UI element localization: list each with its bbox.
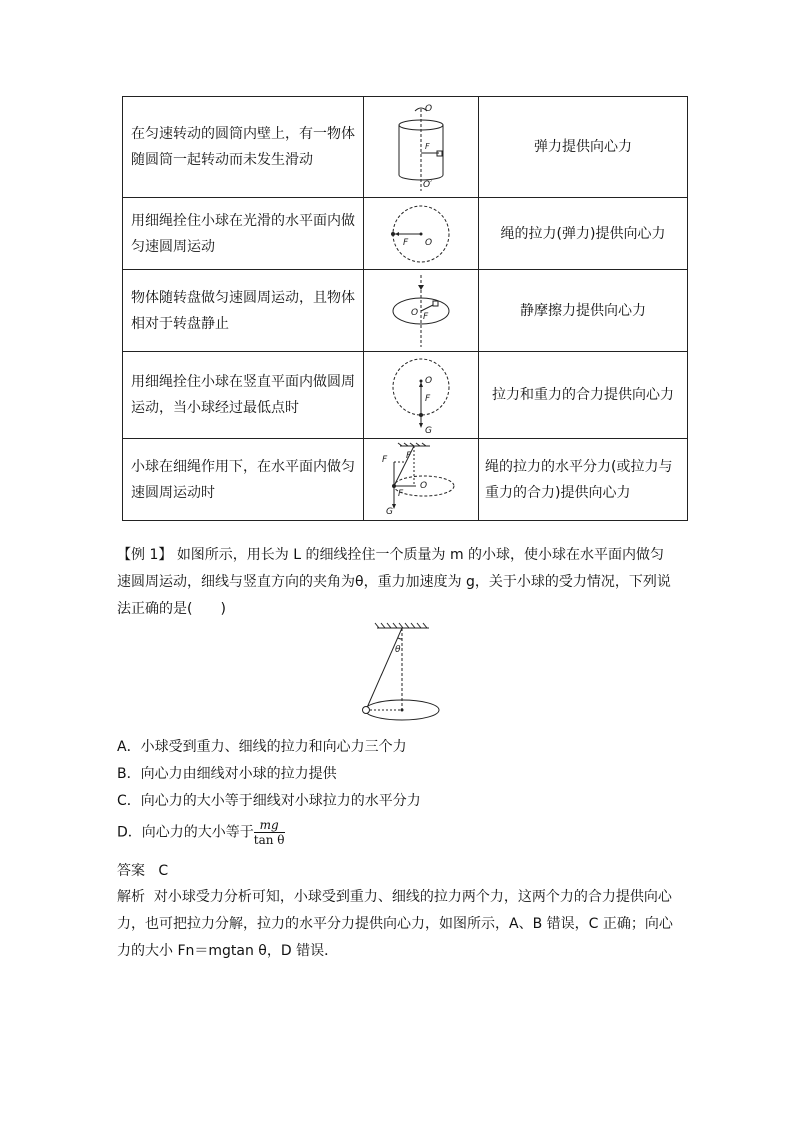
example-tag: 【例 1】 [117, 547, 173, 563]
option-d [117, 818, 285, 847]
rope-center-label: O [425, 237, 433, 248]
table-row [123, 198, 688, 270]
row-result: 静摩擦力提供向心力 [479, 270, 688, 352]
cone-f1-label: F [382, 454, 388, 465]
cone-g-label: G [386, 506, 393, 517]
fraction-numerator: mg [254, 818, 285, 833]
cone-o-label: O [420, 480, 428, 491]
force-table [122, 96, 688, 521]
answer-label: 答案 [117, 863, 145, 879]
table-row [123, 439, 688, 521]
table-row [123, 97, 688, 198]
turntable-figure [364, 270, 479, 352]
option-d-fraction [254, 818, 285, 847]
row-result: 拉力和重力的合力提供向心力 [479, 352, 688, 439]
answer [117, 860, 168, 880]
row-description: 物体随转盘做匀速圆周运动，且物体相对于转盘静止 [123, 270, 364, 352]
angle-label: θ [395, 645, 401, 655]
vertical-circle-figure [364, 352, 479, 439]
cylinder-figure [364, 97, 479, 198]
cone-fn-label: F [398, 488, 404, 499]
option-a: A．小球受到重力、细线的拉力和向心力三个力 [117, 739, 407, 755]
rope-ball-figure [364, 198, 479, 270]
row-result: 绳的拉力的水平分力(或拉力与重力的合力)提供向心力 [479, 439, 688, 521]
explanation-text: 对小球受力分析可知，小球受到重力、细线的拉力两个力，这两个力的合力提供向心力，也可把拉力分解，拉力的水平分力提供向心力，如图所示，A、B 错误，C 正确；向心力的大小 Fn＝mgtan θ，D 错误． [117, 889, 673, 959]
option-b: B．向心力由细线对小球的拉力提供 [117, 766, 337, 782]
row-result: 弹力提供向心力 [479, 97, 688, 198]
vert-center-label: O [425, 376, 433, 386]
vert-force-label: F [425, 394, 431, 404]
example-text: 如图所示，用长为 L 的细线拴住一个质量为 m 的小球，使小球在水平面内做匀速圆周运动，细线与竖直方向的夹角为θ，重力加速度为 g，关于小球的受力情况，下列说法正确的是( ) [117, 547, 671, 617]
disc-force-label: F [423, 311, 429, 322]
explanation [117, 884, 682, 965]
conical-pendulum-figure [364, 439, 479, 521]
fraction-denominator: tan θ [253, 833, 285, 847]
answer-value: C [158, 863, 169, 879]
row-description: 用细绳拴住小球在光滑的水平面内做匀速圆周运动 [123, 198, 364, 270]
disc-center-label: O [411, 307, 419, 318]
pendulum-figure [355, 622, 450, 722]
option-d-prefix: D．向心力的大小等于 [117, 824, 254, 841]
cyl-bottom-label: O′ [423, 180, 433, 190]
row-description: 在匀速转动的圆筒内壁上，有一物体随圆筒一起转动而未发生滑动 [123, 97, 364, 198]
table-row [123, 270, 688, 352]
cyl-force-label: F [425, 142, 430, 151]
cone-f-label: F [406, 450, 412, 461]
cyl-top-label: O [425, 104, 433, 114]
row-result: 绳的拉力(弹力)提供向心力 [479, 198, 688, 270]
vert-gravity-label: G [425, 426, 432, 436]
table-row [123, 352, 688, 439]
row-description: 用细绳拴住小球在竖直平面内做圆周运动，当小球经过最低点时 [123, 352, 364, 439]
explanation-label: 解析 [117, 889, 145, 905]
rope-force-label: F [403, 237, 409, 248]
row-description: 小球在细绳作用下，在水平面内做匀速圆周运动时 [123, 439, 364, 521]
option-c: C．向心力的大小等于细线对小球拉力的水平分力 [117, 793, 421, 809]
example-question [117, 542, 677, 623]
